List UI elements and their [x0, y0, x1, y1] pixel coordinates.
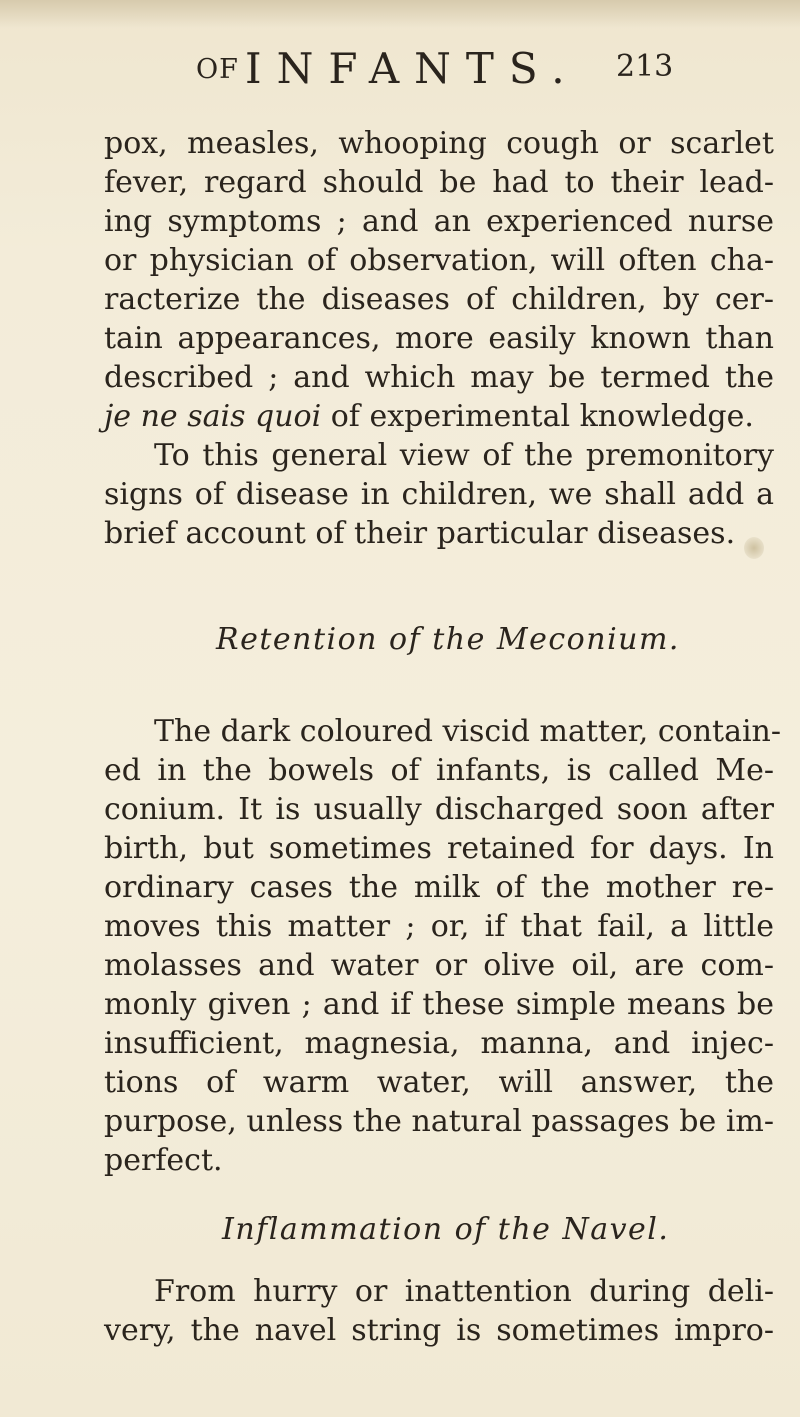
text-line: perfect.	[104, 1143, 223, 1178]
ink-spot	[744, 537, 764, 559]
section-heading-meconium: Retention of the Meconium.	[216, 622, 680, 657]
text-line: purpose, unless the natural passages be im-	[104, 1104, 774, 1139]
text-line: birth, but sometimes retained for days. In	[104, 831, 774, 866]
text-line: described ; and which may be termed the	[104, 360, 774, 395]
text-line: pox, measles, whooping cough or scarlet	[104, 126, 774, 161]
text-line: ordinary cases the milk of the mother re-	[104, 870, 774, 905]
text-line: racterize the diseases of children, by cer-	[104, 282, 774, 317]
text-line: The dark coloured viscid matter, contain-	[154, 714, 782, 749]
text-line: or physician of observation, will often cha-	[104, 243, 774, 278]
running-head-title: INFANTS.	[245, 44, 580, 93]
text-line: brief account of their particular diseases.	[104, 516, 736, 551]
page-edge-shadow	[0, 0, 800, 28]
text-line: fever, regard should be had to their lead-	[104, 165, 774, 200]
text-line: ing symptoms ; and an experienced nurse	[104, 204, 774, 239]
text-line: tain appearances, more easily known than	[104, 321, 774, 356]
text-line: monly given ; and if these simple means be	[104, 987, 774, 1022]
text-line: very, the navel string is sometimes impro-	[104, 1313, 774, 1348]
text-line: conium. It is usually discharged soon after	[104, 792, 774, 827]
text-line: signs of disease in children, we shall add a	[104, 477, 774, 512]
text-line: ed in the bowels of infants, is called Me-	[104, 753, 774, 788]
section-heading-navel: Inflammation of the Navel.	[222, 1212, 670, 1247]
text-line: molasses and water or olive oil, are com-	[104, 948, 774, 983]
text-line: From hurry or inattention during deli-	[154, 1274, 774, 1309]
text-line: insufficient, magnesia, manna, and injec-	[104, 1026, 774, 1061]
running-head-prefix: OF	[196, 54, 239, 85]
page-number: 213	[616, 49, 674, 84]
text-line: To this general view of the premonitory	[154, 438, 774, 473]
running-head	[196, 44, 796, 100]
text-line: je ne sais quoi of experimental knowledge.	[104, 399, 754, 434]
italic-phrase: je ne sais quoi	[104, 399, 322, 434]
text-line: tions of warm water, will answer, the	[104, 1065, 774, 1100]
text-line: moves this matter ; or, if that fail, a little	[104, 909, 774, 944]
